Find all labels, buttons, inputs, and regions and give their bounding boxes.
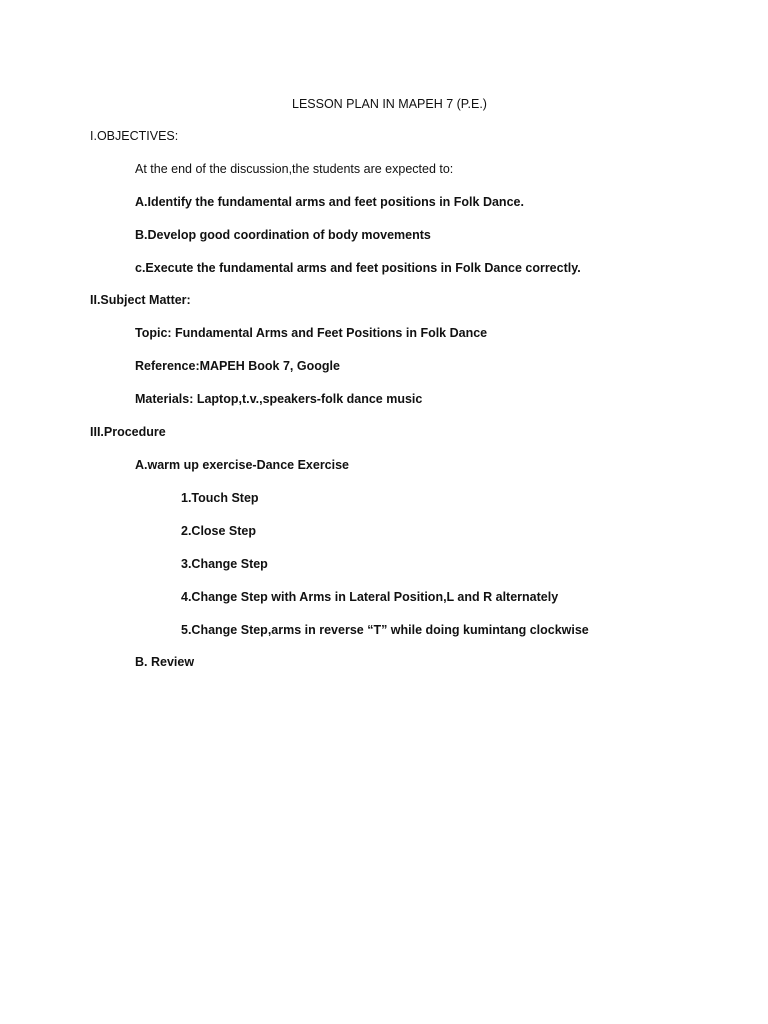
procedure-step: 4.Change Step with Arms in Lateral Position,L and R alternately bbox=[181, 590, 559, 604]
procedure-step: 5.Change Step,arms in reverse “T” while doing kumintang clockwise bbox=[181, 623, 589, 637]
objectives-heading: I.OBJECTIVES: bbox=[90, 129, 179, 143]
procedure-heading: III.Procedure bbox=[90, 425, 166, 439]
procedure-step: 1.Touch Step bbox=[181, 491, 259, 505]
procedure-step: 2.Close Step bbox=[181, 524, 257, 538]
objective-item: A.Identify the fundamental arms and feet positions in Folk Dance. bbox=[135, 195, 524, 209]
procedure-warm-up: A.warm up exercise-Dance Exercise bbox=[135, 458, 350, 472]
subject-reference: Reference:MAPEH Book 7, Google bbox=[135, 359, 340, 373]
procedure-review: B. Review bbox=[135, 655, 195, 669]
objective-item: B.Develop good coordination of body movements bbox=[135, 228, 431, 242]
objective-item: c.Execute the fundamental arms and feet positions in Folk Dance correctly. bbox=[135, 261, 581, 275]
subject-matter-heading: II.Subject Matter: bbox=[90, 293, 191, 307]
page-title: LESSON PLAN IN MAPEH 7 (P.E.) bbox=[292, 97, 487, 111]
subject-topic: Topic: Fundamental Arms and Feet Positions in Folk Dance bbox=[135, 326, 488, 340]
subject-materials: Materials: Laptop,t.v.,speakers-folk dance music bbox=[135, 392, 423, 406]
procedure-step: 3.Change Step bbox=[181, 557, 268, 571]
objectives-intro: At the end of the discussion,the students are expected to: bbox=[135, 162, 454, 176]
